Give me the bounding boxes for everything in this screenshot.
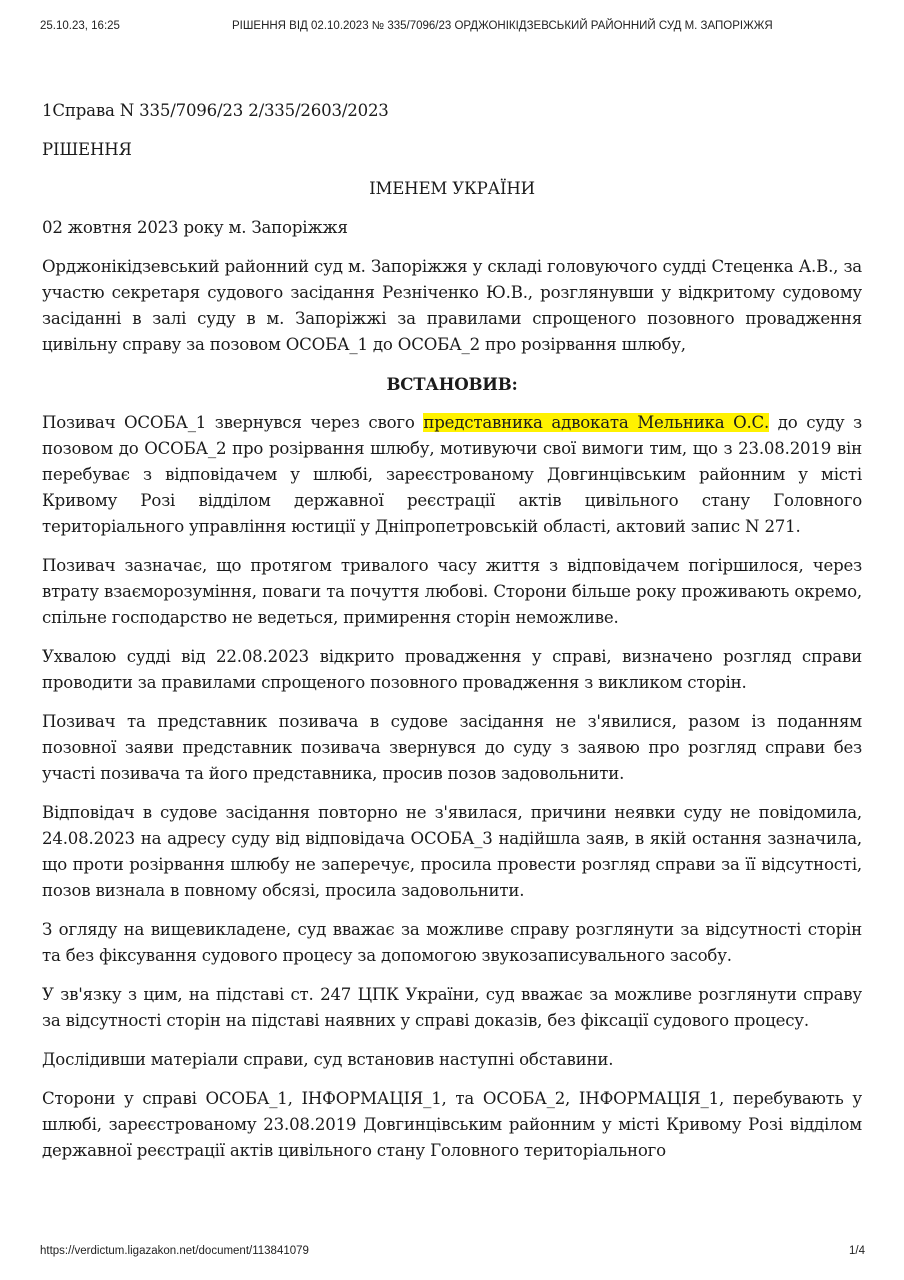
established-heading: ВСТАНОВИВ: — [386, 374, 518, 394]
paragraph-plaintiff-statement: Позивач зазначає, що протягом тривалого часу життя з відповідачем погіршилося, через втрату взаєморозуміння, поваги та почуття любові. Сторони більше року проживають окремо, спільне господарство не ведеться, примирення сторін неможливе. — [42, 556, 862, 627]
print-page-number: 1/4 — [849, 1245, 865, 1257]
print-header — [0, 20, 904, 38]
paragraph-plaintiff-absence: Позивач та представник позивача в судове засідання не з'явилися, разом із поданням позовної заяви представник позивача звернувся до суду з заявою про розгляд справи без участі позивача та його представника, просив позов задовольнити. — [42, 712, 862, 783]
print-page-title: РІШЕННЯ ВІД 02.10.2023 № 335/7096/23 ОРДЖОНІКІДЗЕВСЬКИЙ РАЙОННИЙ СУД М. ЗАПОРІЖЖЯ — [232, 20, 773, 32]
in-the-name-heading: ІМЕНЕМ УКРАЇНИ — [369, 179, 535, 198]
print-footer — [0, 1245, 904, 1263]
case-number: 1Справа N 335/7096/23 2/335/2603/2023 — [42, 101, 389, 120]
highlighted-representative: представника адвоката Мельника О.С. — [423, 413, 770, 432]
paragraph-ruling-opened: Ухвалою судді від 22.08.2023 відкрито провадження у справі, визначено розгляд справи проводити за правилами спрощеного позовного провадження з викликом сторін. — [42, 647, 862, 692]
claim-text-start: Позивач ОСОБА_1 звернувся через свого — [42, 413, 424, 432]
paragraph-parties-married: Сторони у справі ОСОБА_1, ІНФОРМАЦІЯ_1, та ОСОБА_2, ІНФОРМАЦІЯ_1, перебувають у шлюбі, зареєстрованому 23.08.2019 Довгинцівським районним у місті Кривому Розі відділом державної реєстрації актів цивільного стану Головного територіального — [42, 1089, 862, 1160]
claim-text-end: до суду з позовом до ОСОБА_2 про розірвання шлюбу, мотивуючи свої вимоги тим, що з 23.08.2019 він перебуває з відповідачем у шлюбі, зареєстрованому Довгинцівським районним у місті Кривому Розі відділом державної реєстрації актів цивільного стану Головного територіального управління юстиції у Дніпропетровській області, актовий запис N 271. — [42, 413, 862, 536]
print-url: https://verdictum.ligazakon.net/document/113841079 — [40, 1245, 309, 1257]
paragraph-article-247: У зв'язку з цим, на підставі ст. 247 ЦПК України, суд вважає за можливе розглянути справу за відсутності сторін на підставі наявних у справі доказів, без фіксації судового процесу. — [42, 985, 862, 1030]
paragraph-claim — [42, 410, 862, 540]
intro-paragraph: Орджонікідзевський районний суд м. Запоріжжя у складі головуючого судді Стеценка А.В., за участю секретаря судового засідання Резніченко Ю.В., розглянувши у відкритому судовому засіданні в залі суду в м. Запоріжжі за правилами спрощеного позовного провадження цивільну справу за позовом ОСОБА_1 до ОСОБА_2 про розірвання шлюбу, — [42, 257, 862, 354]
date-place: 02 жовтня 2023 року м. Запоріжжя — [42, 218, 348, 237]
print-datetime: 25.10.23, 16:25 — [40, 20, 120, 32]
paragraph-review-no-recording: З огляду на вищевикладене, суд вважає за можливе справу розглянути за відсутності сторін та без фіксування судового процесу за допомогою звукозаписувального засобу. — [42, 920, 862, 965]
paragraph-defendant-absence: Відповідач в судове засідання повторно не з'явилася, причини неявки суду не повідомила, 24.08.2023 на адресу суду від відповідача ОСОБА_3 надійшла заяв, в якій остання зазначила, що проти розірвання шлюбу не заперечує, просила провести розгляд справи за її відсутності, позов визнала в повному обсязі, просила задовольнити. — [42, 803, 862, 900]
document-type: РІШЕННЯ — [42, 140, 132, 159]
paragraph-findings-intro: Дослідивши матеріали справи, суд встановив наступні обставини. — [42, 1050, 614, 1069]
document-body — [42, 98, 862, 1177]
